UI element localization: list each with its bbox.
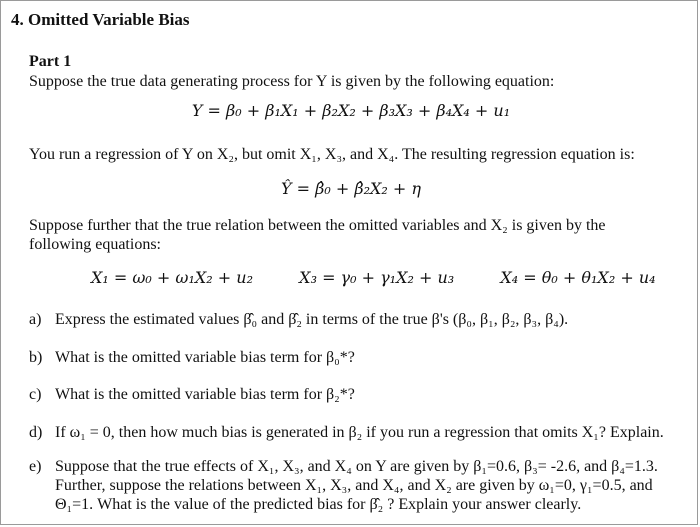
question-c <box>29 386 355 404</box>
estimated-equation: Ŷ = β̂₀ + β̂₂X₂ + η <box>280 179 421 198</box>
question-d <box>29 424 664 442</box>
question-label: e) <box>29 458 42 475</box>
question-text: If ω₁ = 0, then how much bias is generated in β₂ if you run a regression that omits X₁? Explain. <box>55 424 664 441</box>
question-a <box>29 311 568 329</box>
question-label: c) <box>29 386 42 403</box>
section-title: 4. Omitted Variable Bias <box>11 10 190 29</box>
x3-relation-equation: X₃ = γ₀ + γ₁X₂ + u₃ <box>299 268 455 287</box>
relation-paragraph: Suppose further that the true relation between the omitted variables and X₂ is given by the following equations: <box>29 217 606 253</box>
true-model-equation: Y = β₀ + β₁X₁ + β₂X₂ + β₃X₃ + β₄X₄ + u₁ <box>191 101 511 120</box>
x1-relation-equation: X₁ = ω₀ + ω₁X₂ + u₂ <box>91 268 253 287</box>
question-label: d) <box>29 424 43 441</box>
x4-relation-equation: X₄ = θ₀ + θ₁X₂ + u₄ <box>500 268 656 287</box>
question-b <box>29 349 355 367</box>
omitted-relations-equations <box>91 268 656 287</box>
intro-paragraph: Suppose the true data generating process for Y is given by the following equation: <box>29 73 555 90</box>
question-text: What is the omitted variable bias term for β₀*? <box>55 349 355 366</box>
regression-paragraph: You run a regression of Y on X₂, but omit X₁, X₃, and X₄. The resulting regression equation is: <box>29 146 635 163</box>
question-e <box>29 457 679 514</box>
question-text: Express the estimated values β̂₀ and β̂₂ in terms of the true β's (β₀, β₁, β₂, β₃, β₄). <box>55 311 569 328</box>
question-text: Suppose that the true effects of X₁, X₃, and X₄ on Y are given by β₁=0.6, β₃= -2.6, and β₄=1.3. Further, suppose the relations between X₁, X₃, and X₄, and X₂ are given by ω₁=0, γ₁=0.5, and Θ₁=1. What is the value of the predicted bias for β̂₂ ? Explain your answer clearly. <box>55 458 658 513</box>
part-heading: Part 1 <box>29 53 72 70</box>
question-text: What is the omitted variable bias term for β₂*? <box>55 386 355 403</box>
question-label: b) <box>29 349 43 366</box>
question-label: a) <box>29 311 42 328</box>
